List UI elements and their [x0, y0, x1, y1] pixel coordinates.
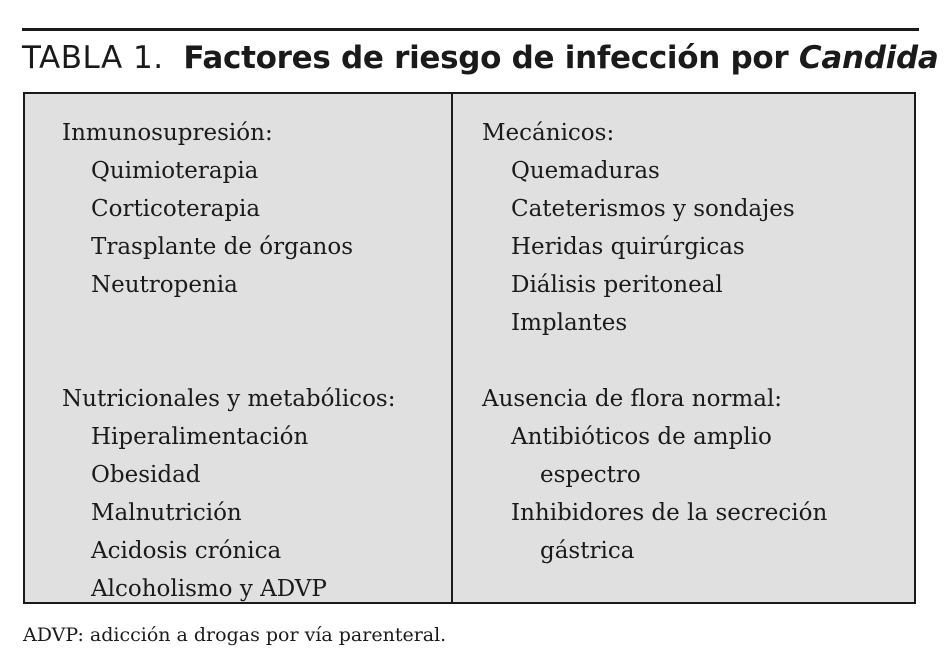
- table-number: TABLA 1.: [22, 40, 164, 76]
- column-divider: [451, 94, 453, 602]
- list-item: Implantes: [511, 310, 628, 336]
- list-item-continuation: gástrica: [540, 538, 635, 564]
- group-flora: [482, 380, 902, 570]
- list-item: Quemaduras: [511, 158, 660, 184]
- left-column: [62, 114, 442, 608]
- list-item: Alcoholismo y ADVP: [91, 576, 327, 602]
- top-rule: [22, 28, 919, 31]
- risk-factors-table: [23, 92, 916, 604]
- group-heading: Mecánicos:: [482, 120, 615, 146]
- list-item: Corticoterapia: [91, 196, 261, 222]
- group-inmunosupresion: [62, 114, 442, 342]
- title-italic-word: Candida: [798, 40, 939, 76]
- group-nutricionales: [62, 380, 442, 608]
- right-column: [482, 114, 902, 570]
- group-heading: Ausencia de flora normal:: [482, 386, 783, 412]
- spacer: [62, 304, 442, 342]
- list-item: Malnutrición: [91, 500, 242, 526]
- footnote: ADVP: adicción a drogas por vía parenteral.: [23, 624, 447, 646]
- list-item: Acidosis crónica: [91, 538, 282, 564]
- list-item: Cateterismos y sondajes: [511, 196, 795, 222]
- list-item: Diálisis peritoneal: [511, 272, 723, 298]
- group-mecanicos: [482, 114, 902, 342]
- group-heading: Inmunosupresión:: [62, 120, 273, 146]
- list-item: Trasplante de órganos: [91, 234, 354, 260]
- title-text: Factores de riesgo de infección por: [183, 40, 789, 76]
- list-item: Obesidad: [91, 462, 201, 488]
- group-heading: Nutricionales y metabólicos:: [62, 386, 396, 412]
- list-item: Neutropenia: [91, 272, 238, 298]
- table-title-text: [183, 40, 938, 76]
- table-title: [22, 36, 938, 80]
- list-item: Quimioterapia: [91, 158, 259, 184]
- list-item: Inhibidores de la secreción: [511, 500, 828, 526]
- list-item: Heridas quirúrgicas: [511, 234, 745, 260]
- list-item-continuation: espectro: [540, 462, 641, 488]
- list-item: Antibióticos de amplio: [511, 424, 772, 450]
- list-item: Hiperalimentación: [91, 424, 309, 450]
